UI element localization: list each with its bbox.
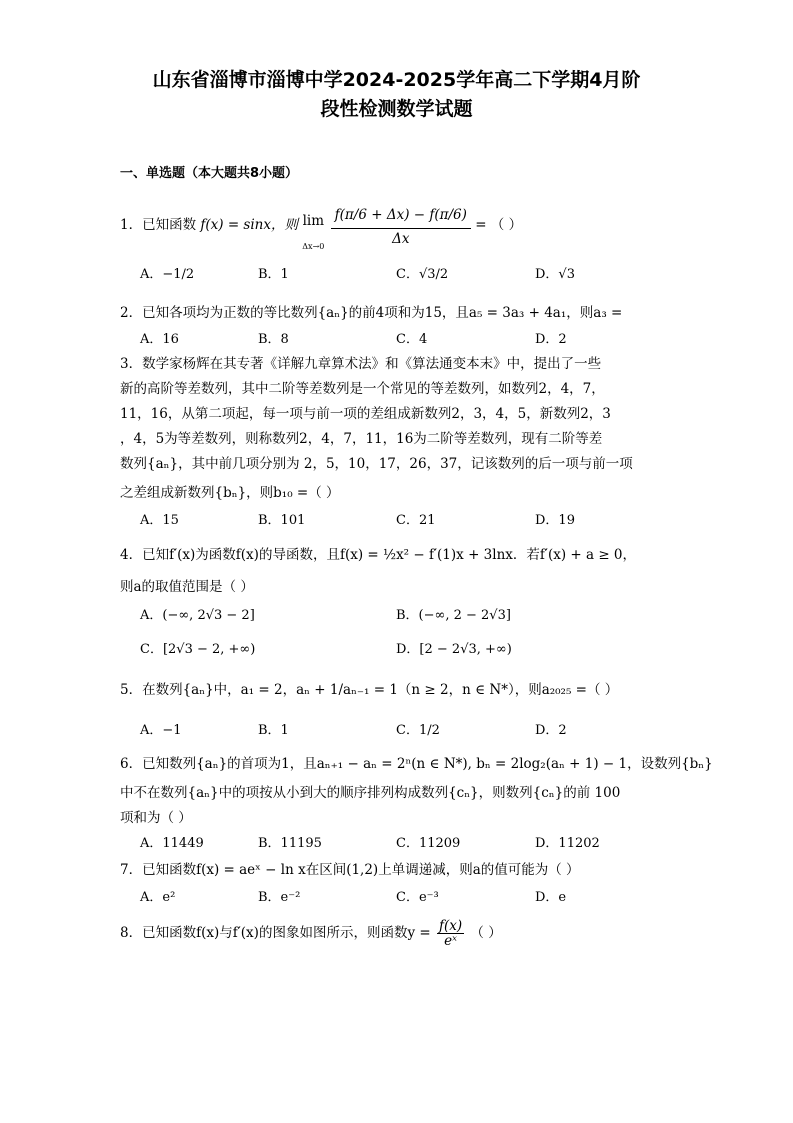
q1-condition: f(x) = sinx，则	[200, 217, 298, 233]
q6-option-b: B．11195	[258, 836, 322, 851]
q8-fraction	[437, 919, 464, 948]
q5-option-d: D．2	[535, 723, 567, 738]
q1-difference-quotient: $\frac{f(\pi/6 + \Delta x) - f(\pi/6)}{\Delta x}$	[331, 202, 471, 249]
q8-fraction-numerator: f(x)	[438, 918, 463, 934]
q1-option-c: C．√3/2	[396, 267, 449, 282]
section-heading: 一、单选题（本大题共8小题）	[120, 166, 299, 181]
page-title	[60, 66, 733, 124]
q1-option-d: D．√3	[535, 267, 575, 282]
q3-option-a: A．15	[140, 513, 179, 528]
q3-line-2: 新的高阶等差数列，其中二阶等差数列是一个常见的等差数列，如数列2，4，7，	[120, 381, 605, 397]
q3-option-d: D．19	[535, 513, 575, 528]
q1-option-a: A．−1/2	[140, 267, 195, 282]
q3-line-6: 之差组成新数列{bₙ}，则b₁₀ =（ ）	[120, 485, 340, 501]
q6-line-1: 6．已知数列{aₙ}的首项为1，且aₙ₊₁ − aₙ = 2ⁿ(n ∈ N*), bₙ = 2log₂(aₙ + 1) − 1，设数列{bₙ}	[120, 756, 713, 772]
q3-line-1: 3．数学家杨辉在其专著《详解九章算术法》和《算法通变本末》中，提出了一些	[120, 356, 602, 372]
question-8	[120, 916, 502, 950]
q3-line-3: 11，16，从第二项起，每一项与前一项的差组成新数列2，3，4，5，新数列2，3	[120, 406, 611, 422]
q4-option-a: A．(−∞, 2√3 − 2]	[140, 608, 255, 623]
q5-option-a: A．−1	[140, 723, 182, 738]
q3-line-4: ，4，5为等差数列，则称数列2，4，7，11，16为二阶等差数列，现有二阶等差	[120, 431, 603, 447]
q6-option-a: A．11449	[140, 836, 204, 851]
q8-tail: （ ）	[470, 925, 502, 941]
q2-option-c: C．4	[396, 332, 428, 347]
q2-option-a: A．16	[140, 332, 179, 347]
q7-option-b: B．e⁻²	[258, 890, 301, 905]
question-1	[120, 200, 522, 251]
q1-prefix: 1．已知函数	[120, 217, 197, 233]
q7-option-a: A．e²	[140, 890, 176, 905]
q6-option-d: D．11202	[535, 836, 600, 851]
q3-option-c: C．21	[396, 513, 436, 528]
q2-option-d: D．2	[535, 332, 567, 347]
q4-option-d: D．[2 − 2√3, +∞)	[396, 642, 512, 657]
q5-option-c: C．1/2	[396, 723, 440, 738]
limit-symbol: lim Δx→0	[302, 213, 325, 251]
q5-option-b: B．1	[258, 723, 289, 738]
q4-line-2: 则a的取值范围是（ ）	[120, 579, 254, 595]
q3-option-b: B．101	[258, 513, 306, 528]
q4-option-b: B．(−∞, 2 − 2√3]	[396, 608, 511, 623]
q4-option-c: C．[2√3 − 2, +∞)	[140, 642, 256, 657]
q8-prefix: 8．已知函数f(x)与f′(x)的图象如图所示，则函数y =	[120, 925, 431, 941]
title-line-2: 段性检测数学试题	[320, 98, 473, 120]
q6-line-3: 项和为（ ）	[120, 810, 192, 826]
q7-option-d: D．e	[535, 890, 567, 905]
q3-line-5: 数列{aₙ}，其中前几项分别为 2，5，10，17，26，37，记该数列的后一项与前一项	[120, 456, 633, 472]
q1-tail: = （ ）	[475, 217, 523, 233]
question-5: 5．在数列{aₙ}中，a₁ = 2，aₙ + 1/aₙ₋₁ = 1（n ≥ 2，n ∈ N*），则a₂₀₂₅ =（ ）	[120, 682, 619, 698]
q2-option-b: B．8	[258, 332, 289, 347]
question-2: 2．已知各项均为正数的等比数列{aₙ}的前4项和为15，且a₅ = 3a₃ + 4a₁，则a₃ =	[120, 305, 623, 321]
q8-fraction-denominator: eˣ	[444, 933, 457, 949]
q7-option-c: C．e⁻³	[396, 890, 439, 905]
question-7: 7．已知函数f(x) = aeˣ − ln x在区间(1,2)上单调递减，则a的值可能为（ ）	[120, 862, 580, 878]
q4-line-1: 4．已知f′(x)为函数f(x)的导函数，且f(x) = ½x² − f′(1)x + 3lnx．若f′(x) + a ≥ 0，	[120, 547, 637, 563]
q1-option-b: B．1	[258, 267, 289, 282]
title-line-1: 山东省淄博市淄博中学2024-2025学年高二下学期4月阶	[152, 69, 641, 91]
q6-line-2: 中不在数列{aₙ}中的项按从小到大的顺序排列构成数列{cₙ}，则数列{cₙ}的前 100	[120, 785, 621, 801]
q6-option-c: C．11209	[396, 836, 461, 851]
